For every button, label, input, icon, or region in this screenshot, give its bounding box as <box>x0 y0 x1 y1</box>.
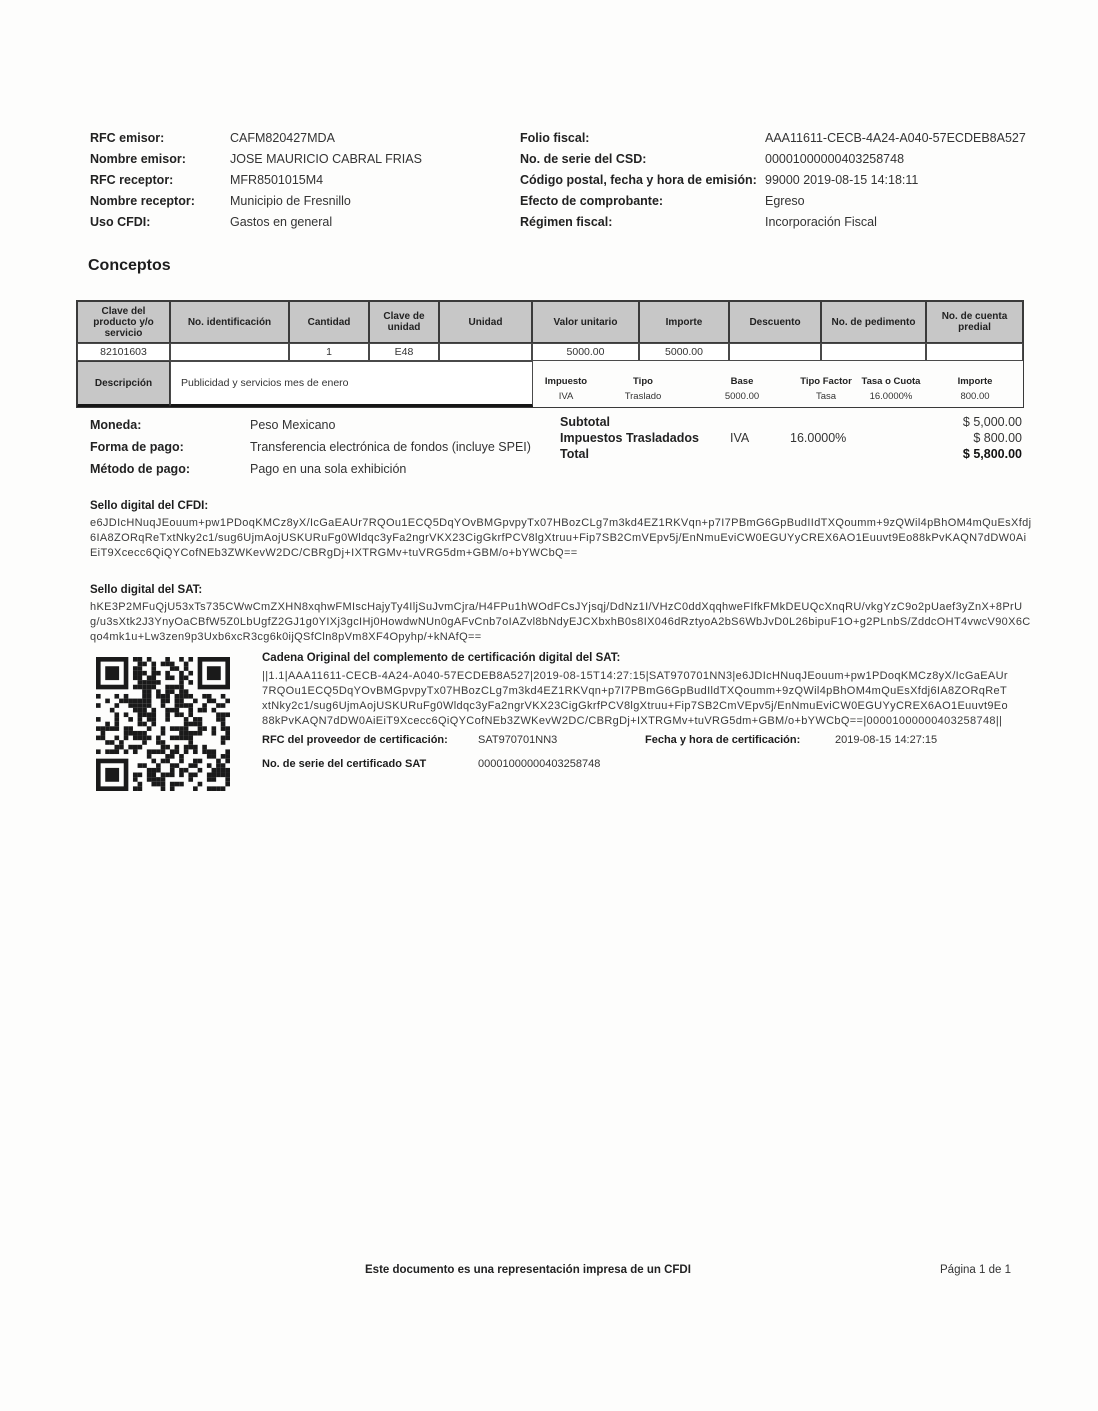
sello-sat-text: hKE3P2MFuQjU53xTs735CWwCmZXHN8xqhwFMIscHajyTy4IljSuJvmCjra/H4FPu1hWOdFCsJYjsqj/DdNz1I/VHzC0ddXqqhweFIfkFMkDEUQcXnqRU/vkgYzC9o2pUaef3yZnX+8PrUg/u3sXtk2J3YnyOaCBfW5Z0LbUgfZ2GJ1g0YIXj3gcIHj0HowdwNUn0gAFvCnb7oIAZvl8bNdyEJCXbxhB0s8IX046dRztyoA2bS6WbJvD0L26bipuF1O+g2PLnbS/ZddcOHT4vwcV90X6Cqo4mk1u+Lw3zen9p3Uxb6xcR3cg6k0ijQSfCln8pVm8XF4Opyhp/+kNAfQ== <box>90 601 1031 643</box>
cert-fecha-label: Fecha y hora de certificación: <box>645 734 801 746</box>
serie-csd-label: No. de serie del CSD: <box>520 152 647 166</box>
codigo-postal-label: Código postal, fecha y hora de emisión: <box>520 173 757 187</box>
header-fiscal-block <box>520 130 1030 235</box>
header-emitter-block <box>90 130 520 235</box>
col-importe: Importe <box>639 301 729 343</box>
qr-code <box>96 657 230 791</box>
sello-sat-section <box>90 584 1032 645</box>
cert-serial-row <box>262 757 1052 771</box>
cadena-text: ||1.1|AAA11611-CECB-4A24-A040-57ECDEB8A527|2019-08-15T14:27:15|SAT970701NN3|e6JDIcHNuqJEouum+pw1PDoqKMCz8yX/IcGaEAUr7RQOu1ECQ5DqYOvBMGpvpyTx07HBozCLg7m3kd4EZ1RKVqn+p7I7PBmG6GpBudIldTXQoumm+9zQWil4pBhOM4mQuEsXfdj6IA8ZORqReTxtNky2c1/sug6UjmAojUSKURuFg0Wldqc3yFa2ngrVKX23CigGkrfPCV8lgXtruu+Fip7SB2CmVEpv5j/EnNmuEviCW0EGUYyCREX6AO1Euuvt9Eo88kPvKAQN7dDW0AiEiT9Xcecc6QiQYCofNEb3ZWKevW2DC/CBRgDj+IXTRGMv+tuVRG5dm+GBM/o+bYWCbQ==|00001000000403258748|| <box>262 670 1008 727</box>
descripcion-band <box>77 361 1023 407</box>
moneda-label: Moneda: <box>90 418 142 432</box>
rfc-receptor-value: MFR8501015M4 <box>230 173 324 187</box>
descripcion-label: Descripción <box>77 361 170 407</box>
col-no-identificacion: No. identificación <box>170 301 289 343</box>
tax-col-importe: Importe <box>957 376 993 387</box>
moneda-value: Peso Mexicano <box>250 418 336 432</box>
nombre-emisor-label: Nombre emisor: <box>90 152 186 166</box>
subtotal-label: Subtotal <box>560 415 610 429</box>
tax-tipo-value: Traslado <box>624 391 662 402</box>
regimen-fiscal-value: Incorporación Fiscal <box>765 215 877 229</box>
tax-col-tasa-cuota: Tasa o Cuota <box>861 376 921 387</box>
header-row <box>520 151 1030 167</box>
metodo-pago-row <box>90 458 550 480</box>
sello-cfdi-text: e6JDIcHNuqJEouum+pw1PDoqKMCz8yX/IcGaEAUr7RQOu1ECQ5DqYOvBMGpvpyTx07HBozCLg7m3kd4EZ1RKVqn+p7I7PBmG6GpBudIIdTXQoumm+9zQWil4pBhOM4mQuEsXfdj6IA8ZORqReTxtNky2c1/sug6UjmAojUSKURuFg0Wldqc3yFa2ngrVKX23CigGkrfPCV8lgXtruu+Fip7SB2CmVEpv5j/EnNmuEviCW0EGUYyCREX6AO1Euuvt9Eo88kPvKAQN7dDW0AiEiT9Xcecc6QiQYCofNEb3ZWKevW2DC/CBRgDj+IXTRGMv+tuVRG5dm+GBM/o+bYWCbQ== <box>90 517 1032 559</box>
nombre-receptor-label: Nombre receptor: <box>90 194 195 208</box>
cell-clave-unidad: E48 <box>369 343 439 361</box>
total-row <box>560 446 1022 462</box>
invoice-header <box>90 130 1035 235</box>
col-clave-producto: Clave del producto y/o servicio <box>77 301 170 343</box>
concepto-row <box>77 343 1023 361</box>
taxes-amount: $ 800.00 <box>973 431 1022 445</box>
nombre-receptor-value: Municipio de Fresnillo <box>230 194 351 208</box>
efecto-comprobante-label: Efecto de comprobante: <box>520 194 664 208</box>
moneda-row <box>90 414 550 436</box>
taxes-row <box>560 430 1022 446</box>
col-cuenta-predial: No. de cuenta predial <box>926 301 1023 343</box>
header-row <box>90 214 520 230</box>
cadena-section <box>262 652 1010 729</box>
cell-cuenta-predial <box>926 343 1023 361</box>
folio-fiscal-label: Folio fiscal: <box>520 131 590 145</box>
tax-tasa-cuota-value: 16.0000% <box>869 391 913 402</box>
conceptos-title: Conceptos <box>88 257 171 274</box>
subtotal-row <box>560 414 1022 430</box>
taxes-label: Impuestos Trasladados <box>560 431 699 445</box>
tax-tipo-factor-value: Tasa <box>815 391 837 402</box>
rfc-emisor-value: CAFM820427MDA <box>230 131 335 145</box>
totals-block <box>560 414 1022 462</box>
cert-fecha-value: 2019-08-15 14:27:15 <box>835 734 938 746</box>
cert-rfc-label: RFC del proveedor de certificación: <box>262 734 448 746</box>
tax-col-tipo: Tipo <box>633 376 653 387</box>
col-clave-unidad: Clave de unidad <box>369 301 439 343</box>
regimen-fiscal-label: Régimen fiscal: <box>520 215 613 229</box>
header-row <box>520 193 1030 209</box>
uso-cfdi-value: Gastos en general <box>230 215 333 229</box>
payment-block <box>90 414 550 480</box>
taxes-rate: 16.0000% <box>790 431 847 445</box>
cert-serie-value: 00001000000403258748 <box>478 758 601 770</box>
sello-cfdi-section <box>90 500 1032 561</box>
tax-value-row <box>533 388 1023 405</box>
cert-provider-row <box>262 733 1052 747</box>
metodo-pago-value: Pago en una sola exhibición <box>250 462 407 476</box>
header-row <box>90 172 520 188</box>
header-row <box>520 172 1030 188</box>
sello-sat-title: Sello digital del SAT: <box>90 584 203 596</box>
header-row <box>90 130 520 146</box>
serie-csd-value: 00001000000403258748 <box>765 152 905 166</box>
tax-impuesto-value: IVA <box>558 391 574 402</box>
cert-rfc-value: SAT970701NN3 <box>478 734 558 746</box>
cell-no-pedimento <box>821 343 926 361</box>
footer-notice: Este documento es una representación impresa de un CFDI <box>365 1264 691 1276</box>
conceptos-table-header <box>77 301 1023 343</box>
cell-no-identificacion <box>170 343 289 361</box>
tax-importe-value: 800.00 <box>960 391 990 402</box>
cell-descuento <box>729 343 821 361</box>
rfc-receptor-label: RFC receptor: <box>90 173 174 187</box>
codigo-postal-value: 99000 2019-08-15 14:18:11 <box>765 173 919 187</box>
tax-col-tipo-factor: Tipo Factor <box>800 376 852 387</box>
subtotal-amount: $ 5,000.00 <box>962 415 1022 429</box>
tax-base-value: 5000.00 <box>724 391 760 402</box>
cell-valor-unitario: 5000.00 <box>532 343 639 361</box>
conceptos-table <box>76 300 1024 408</box>
total-label: Total <box>560 447 589 461</box>
header-row <box>90 151 520 167</box>
tax-header-row <box>533 364 1023 388</box>
col-unidad: Unidad <box>439 301 532 343</box>
col-no-pedimento: No. de pedimento <box>821 301 926 343</box>
col-valor-unitario: Valor unitario <box>532 301 639 343</box>
header-row <box>90 193 520 209</box>
efecto-comprobante-value: Egreso <box>765 194 805 208</box>
footer-page-number: Página 1 de 1 <box>940 1264 1011 1276</box>
rfc-emisor-label: RFC emisor: <box>90 131 165 145</box>
metodo-pago-label: Método de pago: <box>90 462 190 476</box>
taxes-tax-name: IVA <box>730 431 750 445</box>
cert-serie-label: No. de serie del certificado SAT <box>262 758 427 770</box>
tax-col-impuesto: Impuesto <box>544 376 588 387</box>
cell-clave-producto: 82101603 <box>77 343 170 361</box>
nombre-emisor-value: JOSE MAURICIO CABRAL FRIAS <box>230 152 422 166</box>
col-descuento: Descuento <box>729 301 821 343</box>
concepto-tax-table <box>533 361 1023 407</box>
tax-col-base: Base <box>730 376 754 387</box>
total-amount: $ 5,800.00 <box>962 447 1022 461</box>
uso-cfdi-label: Uso CFDI: <box>90 215 151 229</box>
folio-fiscal-value: AAA11611-CECB-4A24-A040-57ECDEB8A527 <box>765 131 1026 145</box>
col-cantidad: Cantidad <box>289 301 369 343</box>
forma-pago-row <box>90 436 550 458</box>
forma-pago-label: Forma de pago: <box>90 440 184 454</box>
cell-importe: 5000.00 <box>639 343 729 361</box>
cell-unidad <box>439 343 532 361</box>
header-row <box>520 214 1030 230</box>
sello-cfdi-title: Sello digital del CFDI: <box>90 500 209 512</box>
descripcion-value: Publicidad y servicios mes de enero <box>170 361 533 407</box>
cell-cantidad: 1 <box>289 343 369 361</box>
forma-pago-value: Transferencia electrónica de fondos (incluye SPEI) <box>250 440 531 454</box>
cadena-title: Cadena Original del complemento de certificación digital del SAT: <box>262 652 621 664</box>
header-row <box>520 130 1030 146</box>
